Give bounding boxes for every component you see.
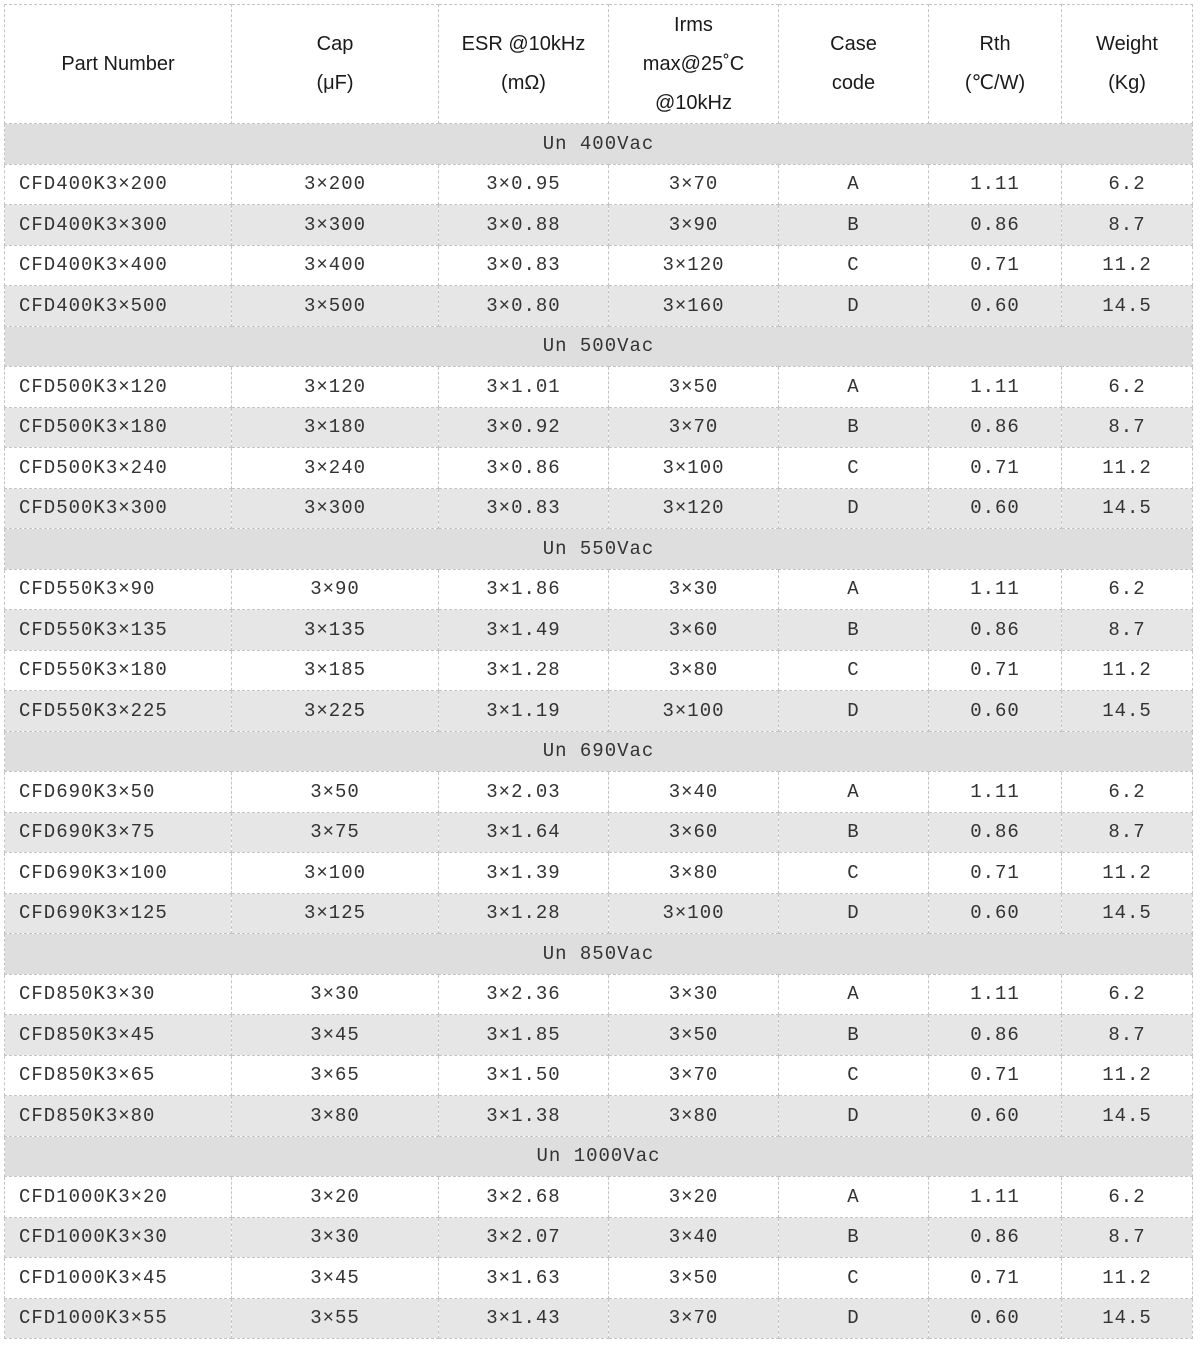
weight-cell: 6.2	[1062, 974, 1193, 1015]
cap-cell: 3×125	[232, 893, 439, 934]
cap-cell: 3×100	[232, 853, 439, 894]
part-number-cell: CFD550K3×180	[5, 650, 232, 691]
irms-cell: 3×50	[609, 1015, 779, 1056]
voltage-group-row	[5, 124, 1193, 165]
case-code-cell: C	[779, 245, 929, 286]
part-number-cell: CFD850K3×80	[5, 1096, 232, 1137]
part-number-cell: CFD690K3×50	[5, 772, 232, 813]
cap-cell: 3×30	[232, 974, 439, 1015]
case-code-cell: B	[779, 610, 929, 651]
table-row	[5, 1258, 1193, 1299]
esr-cell: 3×1.38	[439, 1096, 609, 1137]
rth-cell: 0.71	[929, 245, 1062, 286]
weight-cell: 8.7	[1062, 1217, 1193, 1258]
table-row	[5, 488, 1193, 529]
rth-cell: 0.86	[929, 610, 1062, 651]
cap-cell: 3×225	[232, 691, 439, 732]
case-code-cell: A	[779, 772, 929, 813]
case-code-cell: C	[779, 1055, 929, 1096]
esr-cell: 3×1.50	[439, 1055, 609, 1096]
esr-cell: 3×0.92	[439, 407, 609, 448]
rth-cell: 0.86	[929, 205, 1062, 246]
voltage-group-row	[5, 934, 1193, 975]
irms-cell: 3×60	[609, 610, 779, 651]
part-number-header-line: Part Number	[61, 52, 175, 75]
rth-cell: 1.11	[929, 367, 1062, 408]
cap-cell: 3×185	[232, 650, 439, 691]
cap-cell: 3×20	[232, 1177, 439, 1218]
irms-cell: 3×70	[609, 1055, 779, 1096]
esr-cell: 3×2.07	[439, 1217, 609, 1258]
irms-cell: 3×100	[609, 448, 779, 489]
irms-cell: 3×30	[609, 974, 779, 1015]
esr-cell: 3×1.43	[439, 1298, 609, 1339]
weight-cell: 8.7	[1062, 812, 1193, 853]
voltage-group-row	[5, 529, 1193, 570]
part-number-cell: CFD850K3×30	[5, 974, 232, 1015]
cap-cell: 3×180	[232, 407, 439, 448]
case-code-cell: C	[779, 650, 929, 691]
part-number-cell: CFD1000K3×20	[5, 1177, 232, 1218]
part-number-cell: CFD850K3×45	[5, 1015, 232, 1056]
rth-cell: 1.11	[929, 569, 1062, 610]
weight-cell: 6.2	[1062, 569, 1193, 610]
table-body	[5, 124, 1193, 1339]
weight-cell: 6.2	[1062, 772, 1193, 813]
esr-cell: 3×1.63	[439, 1258, 609, 1299]
table-row	[5, 974, 1193, 1015]
esr-cell: 3×0.86	[439, 448, 609, 489]
cap-cell: 3×30	[232, 1217, 439, 1258]
table-row	[5, 407, 1193, 448]
table-row	[5, 286, 1193, 327]
weight-cell: 14.5	[1062, 691, 1193, 732]
cap-header-line: Cap	[316, 33, 354, 55]
weight-cell: 8.7	[1062, 1015, 1193, 1056]
rth-cell: 1.11	[929, 1177, 1062, 1218]
weight-cell: 11.2	[1062, 448, 1193, 489]
table-row	[5, 650, 1193, 691]
case-code-cell: D	[779, 488, 929, 529]
part-number-cell: CFD690K3×75	[5, 812, 232, 853]
weight-cell: 11.2	[1062, 853, 1193, 894]
esr-cell: 3×1.49	[439, 610, 609, 651]
part-number-cell: CFD1000K3×55	[5, 1298, 232, 1339]
cap-cell: 3×55	[232, 1298, 439, 1339]
case-code-cell: A	[779, 367, 929, 408]
case-code-cell: B	[779, 205, 929, 246]
weight-cell: 6.2	[1062, 367, 1193, 408]
part-number-cell: CFD500K3×240	[5, 448, 232, 489]
weight-cell: 8.7	[1062, 610, 1193, 651]
table-row	[5, 853, 1193, 894]
voltage-group-label: Un 850Vac	[5, 934, 1193, 975]
rth-header	[929, 5, 1062, 124]
table-row	[5, 448, 1193, 489]
rth-header-line: Rth	[979, 33, 1011, 55]
voltage-group-label: Un 690Vac	[5, 731, 1193, 772]
case-code-cell: A	[779, 164, 929, 205]
voltage-group-label: Un 550Vac	[5, 529, 1193, 570]
part-number-cell: CFD690K3×125	[5, 893, 232, 934]
weight-cell: 11.2	[1062, 245, 1193, 286]
weight-cell: 14.5	[1062, 286, 1193, 327]
esr-cell: 3×0.80	[439, 286, 609, 327]
rth-cell: 0.71	[929, 853, 1062, 894]
part-number-cell: CFD400K3×400	[5, 245, 232, 286]
irms-cell: 3×50	[609, 1258, 779, 1299]
part-number-cell: CFD550K3×225	[5, 691, 232, 732]
weight-cell: 8.7	[1062, 205, 1193, 246]
part-number-cell: CFD550K3×135	[5, 610, 232, 651]
rth-cell: 0.71	[929, 448, 1062, 489]
case-code-cell: A	[779, 1177, 929, 1218]
table-row	[5, 1298, 1193, 1339]
cap-cell: 3×50	[232, 772, 439, 813]
irms-cell: 3×120	[609, 488, 779, 529]
part-number-cell: CFD850K3×65	[5, 1055, 232, 1096]
weight-cell: 6.2	[1062, 1177, 1193, 1218]
irms-cell: 3×60	[609, 812, 779, 853]
irms-header	[609, 5, 779, 124]
esr-header-line: (mΩ)	[501, 72, 546, 94]
case-code-cell: B	[779, 1015, 929, 1056]
part-number-cell: CFD400K3×500	[5, 286, 232, 327]
table-row	[5, 1015, 1193, 1056]
esr-cell: 3×0.95	[439, 164, 609, 205]
weight-header-line: Weight	[1096, 33, 1158, 55]
case-code-cell: D	[779, 1298, 929, 1339]
rth-cell: 0.60	[929, 1298, 1062, 1339]
irms-cell: 3×100	[609, 691, 779, 732]
rth-cell: 0.86	[929, 407, 1062, 448]
voltage-group-row	[5, 326, 1193, 367]
cap-cell: 3×240	[232, 448, 439, 489]
voltage-group-label: Un 500Vac	[5, 326, 1193, 367]
irms-cell: 3×80	[609, 853, 779, 894]
esr-cell: 3×1.39	[439, 853, 609, 894]
part-number-cell: CFD500K3×120	[5, 367, 232, 408]
esr-cell: 3×0.83	[439, 245, 609, 286]
esr-cell: 3×1.28	[439, 893, 609, 934]
capacitor-spec-table	[4, 4, 1193, 1339]
case-code-header-line: code	[831, 72, 876, 94]
esr-cell: 3×1.85	[439, 1015, 609, 1056]
table-row	[5, 893, 1193, 934]
weight-cell: 11.2	[1062, 1055, 1193, 1096]
part-number-cell: CFD1000K3×45	[5, 1258, 232, 1299]
case-code-header	[779, 5, 929, 124]
case-code-cell: D	[779, 893, 929, 934]
irms-cell: 3×40	[609, 772, 779, 813]
irms-cell: 3×70	[609, 164, 779, 205]
rth-cell: 1.11	[929, 772, 1062, 813]
case-code-cell: C	[779, 1258, 929, 1299]
irms-cell: 3×90	[609, 205, 779, 246]
weight-header-line: (Kg)	[1108, 72, 1146, 94]
esr-cell: 3×1.86	[439, 569, 609, 610]
voltage-group-label: Un 400Vac	[5, 124, 1193, 165]
weight-cell: 6.2	[1062, 164, 1193, 205]
irms-cell: 3×160	[609, 286, 779, 327]
rth-cell: 0.86	[929, 1217, 1062, 1258]
case-code-cell: B	[779, 407, 929, 448]
case-code-cell: D	[779, 286, 929, 327]
irms-header-line: max@25˚C	[642, 52, 745, 75]
irms-header-line: @10kHz	[655, 91, 732, 114]
rth-cell: 0.71	[929, 650, 1062, 691]
case-code-cell: A	[779, 569, 929, 610]
irms-cell: 3×70	[609, 407, 779, 448]
irms-cell: 3×80	[609, 650, 779, 691]
irms-cell: 3×50	[609, 367, 779, 408]
table-row	[5, 1217, 1193, 1258]
irms-cell: 3×30	[609, 569, 779, 610]
part-number-header	[5, 5, 232, 124]
cap-cell: 3×300	[232, 205, 439, 246]
table-header	[5, 5, 1193, 124]
cap-cell: 3×45	[232, 1258, 439, 1299]
case-code-cell: C	[779, 853, 929, 894]
cap-cell: 3×135	[232, 610, 439, 651]
part-number-cell: CFD550K3×90	[5, 569, 232, 610]
case-code-header-line: Case	[830, 33, 877, 55]
irms-cell: 3×70	[609, 1298, 779, 1339]
esr-cell: 3×1.19	[439, 691, 609, 732]
header-row	[5, 5, 1193, 124]
cap-cell: 3×65	[232, 1055, 439, 1096]
table-row	[5, 245, 1193, 286]
case-code-cell: B	[779, 812, 929, 853]
esr-cell: 3×1.28	[439, 650, 609, 691]
rth-cell: 0.60	[929, 893, 1062, 934]
cap-cell: 3×75	[232, 812, 439, 853]
rth-cell: 1.11	[929, 164, 1062, 205]
part-number-cell: CFD500K3×300	[5, 488, 232, 529]
esr-cell: 3×0.83	[439, 488, 609, 529]
irms-cell: 3×80	[609, 1096, 779, 1137]
case-code-cell: D	[779, 1096, 929, 1137]
irms-cell: 3×100	[609, 893, 779, 934]
case-code-cell: A	[779, 974, 929, 1015]
rth-cell: 0.86	[929, 1015, 1062, 1056]
voltage-group-row	[5, 1136, 1193, 1177]
rth-header-line: (℃/W)	[964, 72, 1026, 94]
weight-cell: 14.5	[1062, 1298, 1193, 1339]
cap-cell: 3×500	[232, 286, 439, 327]
cap-cell: 3×90	[232, 569, 439, 610]
weight-cell: 11.2	[1062, 1258, 1193, 1299]
cap-header	[232, 5, 439, 124]
irms-cell: 3×20	[609, 1177, 779, 1218]
voltage-group-row	[5, 731, 1193, 772]
rth-cell: 0.60	[929, 286, 1062, 327]
table-row	[5, 1096, 1193, 1137]
part-number-cell: CFD500K3×180	[5, 407, 232, 448]
rth-cell: 0.60	[929, 691, 1062, 732]
rth-cell: 0.60	[929, 1096, 1062, 1137]
esr-header-line: ESR @10kHz	[461, 33, 586, 55]
cap-cell: 3×400	[232, 245, 439, 286]
table-row	[5, 772, 1193, 813]
table-row	[5, 812, 1193, 853]
esr-cell: 3×0.88	[439, 205, 609, 246]
case-code-cell: D	[779, 691, 929, 732]
table-row	[5, 569, 1193, 610]
cap-cell: 3×120	[232, 367, 439, 408]
irms-cell: 3×120	[609, 245, 779, 286]
part-number-cell: CFD400K3×300	[5, 205, 232, 246]
esr-cell: 3×2.03	[439, 772, 609, 813]
esr-cell: 3×2.36	[439, 974, 609, 1015]
cap-cell: 3×80	[232, 1096, 439, 1137]
table-row	[5, 164, 1193, 205]
part-number-cell: CFD690K3×100	[5, 853, 232, 894]
table-row	[5, 1177, 1193, 1218]
part-number-cell: CFD400K3×200	[5, 164, 232, 205]
table-row	[5, 367, 1193, 408]
rth-cell: 0.71	[929, 1258, 1062, 1299]
rth-cell: 1.11	[929, 974, 1062, 1015]
cap-header-line: (μF)	[316, 72, 354, 94]
voltage-group-label: Un 1000Vac	[5, 1136, 1193, 1177]
weight-cell: 14.5	[1062, 488, 1193, 529]
weight-cell: 14.5	[1062, 1096, 1193, 1137]
cap-cell: 3×45	[232, 1015, 439, 1056]
case-code-cell: B	[779, 1217, 929, 1258]
weight-cell: 11.2	[1062, 650, 1193, 691]
esr-cell: 3×2.68	[439, 1177, 609, 1218]
irms-cell: 3×40	[609, 1217, 779, 1258]
table-row	[5, 1055, 1193, 1096]
rth-cell: 0.86	[929, 812, 1062, 853]
case-code-cell: C	[779, 448, 929, 489]
cap-cell: 3×200	[232, 164, 439, 205]
esr-cell: 3×1.01	[439, 367, 609, 408]
weight-header	[1062, 5, 1193, 124]
weight-cell: 8.7	[1062, 407, 1193, 448]
irms-header-line: Irms	[674, 13, 713, 36]
esr-cell: 3×1.64	[439, 812, 609, 853]
weight-cell: 14.5	[1062, 893, 1193, 934]
part-number-cell: CFD1000K3×30	[5, 1217, 232, 1258]
cap-cell: 3×300	[232, 488, 439, 529]
table-row	[5, 691, 1193, 732]
rth-cell: 0.71	[929, 1055, 1062, 1096]
table-row	[5, 610, 1193, 651]
rth-cell: 0.60	[929, 488, 1062, 529]
table-row	[5, 205, 1193, 246]
esr-header	[439, 5, 609, 124]
